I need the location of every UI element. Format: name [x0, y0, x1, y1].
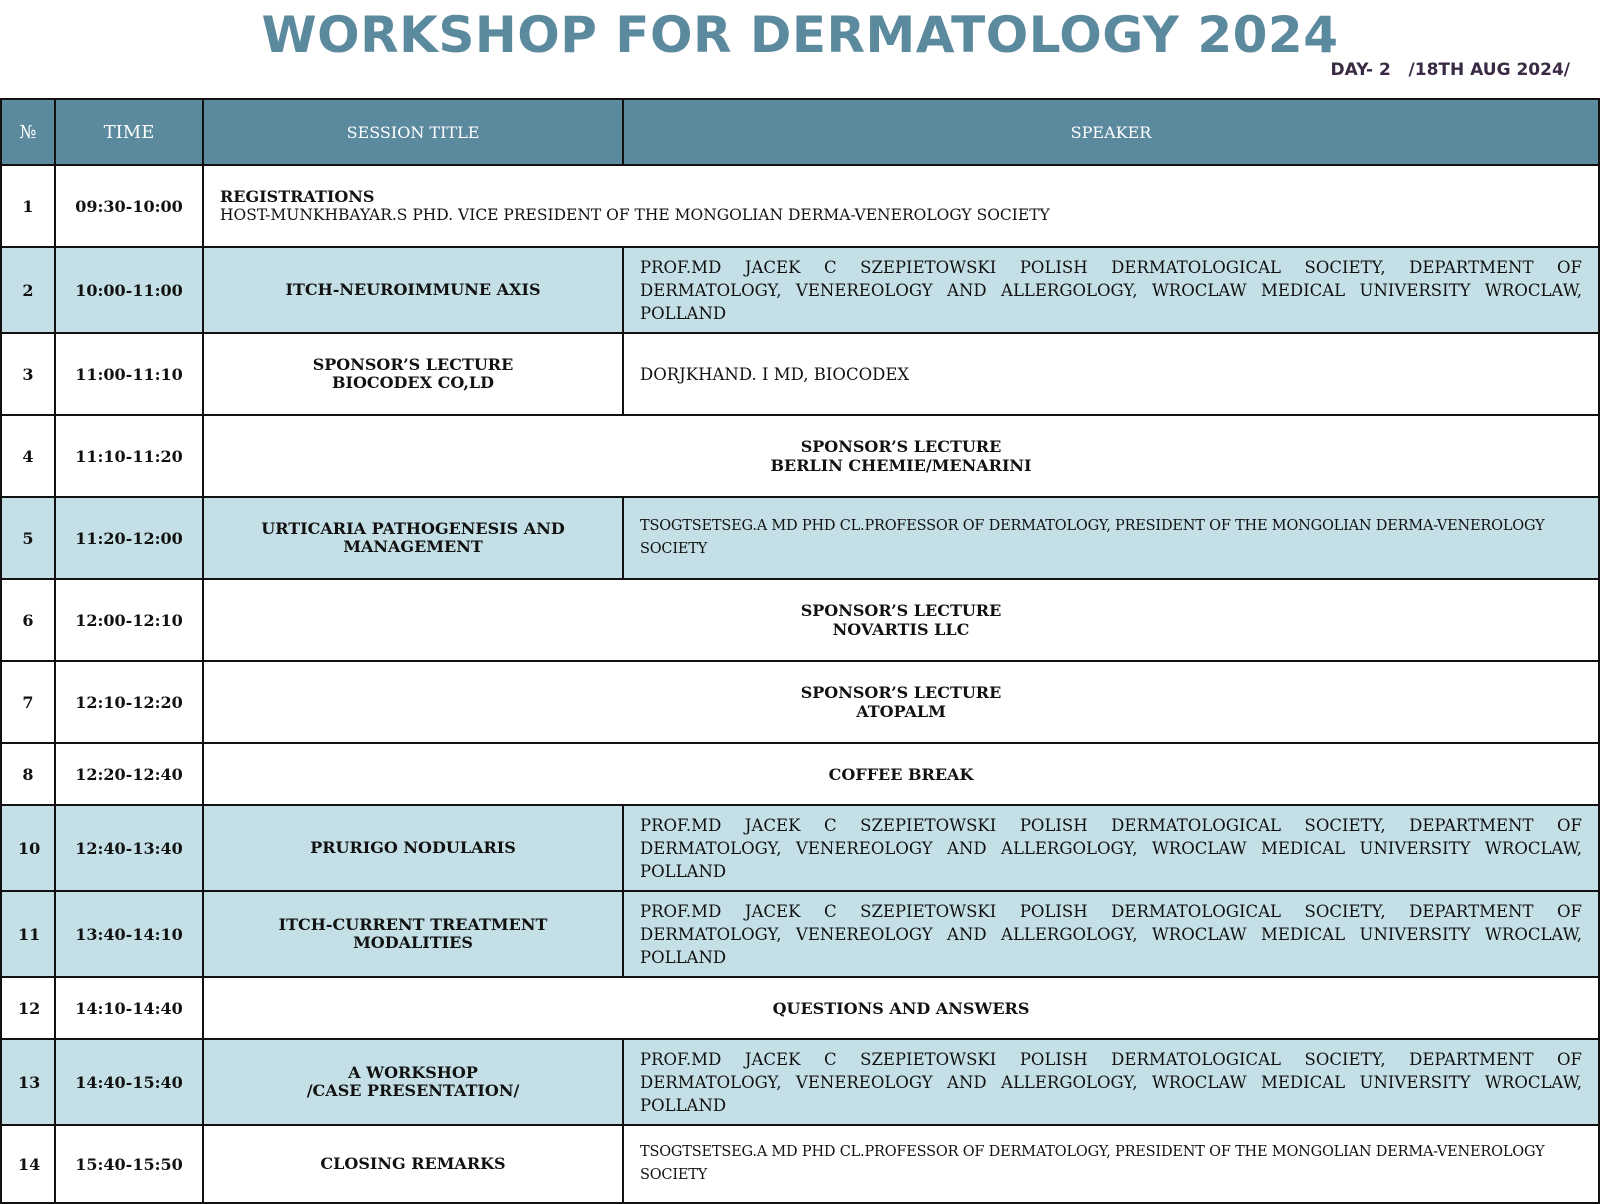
session-title-line: ATOPALM	[856, 702, 946, 721]
sponsor-lecture-cell	[203, 661, 1599, 743]
session-title	[203, 1039, 623, 1125]
table-row	[1, 415, 1599, 497]
session-title-line: URTICARIA PATHOGENESIS AND	[261, 519, 565, 538]
session-title	[203, 497, 623, 579]
table-row	[1, 497, 1599, 579]
registration-cell	[203, 165, 1599, 247]
session-title-line: NOVARTIS LLC	[832, 620, 970, 639]
row-time: 11:20-12:00	[55, 497, 203, 579]
row-time: 14:40-15:40	[55, 1039, 203, 1125]
table-row	[1, 1039, 1599, 1125]
row-time: 11:10-11:20	[55, 415, 203, 497]
row-number: 7	[1, 661, 55, 743]
sponsor-lecture-cell	[203, 579, 1599, 661]
sponsor-lecture-cell	[203, 415, 1599, 497]
session-title-line: A WORKSHOP	[348, 1063, 478, 1082]
column-header-session-title: SESSION TITLE	[203, 99, 623, 165]
session-title-line: MANAGEMENT	[343, 537, 483, 556]
speaker-text: TSOGTSETSEG.A MD PHD CL.PROFESSOR OF DERMATOLOGY, PRESIDENT OF THE MONGOLIAN DERMA-VENEROLOGY SOCIETY	[623, 497, 1599, 579]
column-header-speaker: SPEAKER	[623, 99, 1599, 165]
row-number: 13	[1, 1039, 55, 1125]
speaker-text: PROF.MD JACEK C SZEPIETOWSKI POLISH DERMATOLOGICAL SOCIETY, DEPARTMENT OF DERMATOLOGY, VENEREOLOGY AND ALLERGOLOGY, WROCLAW MEDICAL UNIVERSITY WROCLAW, POLLAND	[623, 805, 1599, 891]
session-title-line: SPONSOR’S LECTURE	[800, 437, 1002, 456]
row-time: 12:00-12:10	[55, 579, 203, 661]
session-title-line: COFFEE BREAK	[828, 764, 974, 784]
speaker-text: HOST-MUNKHBAYAR.S PHD. VICE PRESIDENT OF THE MONGOLIAN DERMA-VENEROLOGY SOCIETY	[220, 206, 1050, 224]
session-title-line: SPONSOR’S LECTURE	[800, 601, 1002, 620]
speaker-text: PROF.MD JACEK C SZEPIETOWSKI POLISH DERMATOLOGICAL SOCIETY, DEPARTMENT OF DERMATOLOGY, VENEREOLOGY AND ALLERGOLOGY, WROCLAW MEDICAL UNIVERSITY WROCLAW, POLLAND	[623, 891, 1599, 977]
column-header-time: TIME	[55, 99, 203, 165]
row-time: 12:10-12:20	[55, 661, 203, 743]
session-title: REGISTRATIONS	[220, 187, 375, 206]
session-title: ITCH-NEUROIMMUNE AXIS	[203, 247, 623, 333]
speaker-text: TSOGTSETSEG.A MD PHD CL.PROFESSOR OF DERMATOLOGY, PRESIDENT OF THE MONGOLIAN DERMA-VENEROLOGY SOCIETY	[623, 1125, 1599, 1203]
row-time: 15:40-15:50	[55, 1125, 203, 1203]
row-number: 6	[1, 579, 55, 661]
schedule-table	[0, 98, 1600, 1204]
speaker-text: DORJKHAND. I MD, BIOCODEX	[623, 333, 1599, 415]
session-title-line: SPONSOR’S LECTURE	[312, 355, 514, 374]
session-title: CLOSING REMARKS	[203, 1125, 623, 1203]
row-number: 11	[1, 891, 55, 977]
session-title: PRURIGO NODULARIS	[203, 805, 623, 891]
column-header-number: №	[1, 99, 55, 165]
row-time: 10:00-11:00	[55, 247, 203, 333]
row-number: 3	[1, 333, 55, 415]
table-row	[1, 333, 1599, 415]
table-row	[1, 805, 1599, 891]
session-title-line: SPONSOR’S LECTURE	[800, 683, 1002, 702]
row-time: 12:40-13:40	[55, 805, 203, 891]
speaker-text: PROF.MD JACEK C SZEPIETOWSKI POLISH DERMATOLOGICAL SOCIETY, DEPARTMENT OF DERMATOLOGY, VENEREOLOGY AND ALLERGOLOGY, WROCLAW MEDICAL UNIVERSITY WROCLAW, POLLAND	[623, 247, 1599, 333]
row-time: 11:00-11:10	[55, 333, 203, 415]
session-title-line: /CASE PRESENTATION/	[306, 1081, 520, 1100]
session-title	[203, 333, 623, 415]
row-number: 14	[1, 1125, 55, 1203]
row-number: 1	[1, 165, 55, 247]
questions-cell	[203, 977, 1599, 1039]
table-row	[1, 579, 1599, 661]
row-number: 5	[1, 497, 55, 579]
table-row	[1, 661, 1599, 743]
table-row	[1, 743, 1599, 805]
row-number: 8	[1, 743, 55, 805]
page-title: WORKSHOP FOR DERMATOLOGY 2024	[261, 6, 1339, 64]
speaker-text: PROF.MD JACEK C SZEPIETOWSKI POLISH DERMATOLOGICAL SOCIETY, DEPARTMENT OF DERMATOLOGY, VENEREOLOGY AND ALLERGOLOGY, WROCLAW MEDICAL UNIVERSITY WROCLAW, POLLAND	[623, 1039, 1599, 1125]
row-number: 2	[1, 247, 55, 333]
row-time: 12:20-12:40	[55, 743, 203, 805]
row-time: 14:10-14:40	[55, 977, 203, 1039]
session-title: ITCH-CURRENT TREATMENT MODALITIES	[203, 891, 623, 977]
day-date-label: DAY- 2 /18TH AUG 2024/	[1330, 60, 1570, 80]
session-title-line: QUESTIONS AND ANSWERS	[772, 998, 1030, 1018]
table-row	[1, 977, 1599, 1039]
table-header-row	[1, 99, 1599, 165]
table-row	[1, 1125, 1599, 1203]
row-time: 13:40-14:10	[55, 891, 203, 977]
session-title-line: BERLIN CHEMIE/MENARINI	[770, 456, 1032, 475]
row-time: 09:30-10:00	[55, 165, 203, 247]
table-row	[1, 165, 1599, 247]
session-title-line: BIOCODEX CO,LD	[331, 373, 495, 392]
coffee-break-cell	[203, 743, 1599, 805]
row-number: 4	[1, 415, 55, 497]
table-row	[1, 891, 1599, 977]
table-row	[1, 247, 1599, 333]
row-number: 10	[1, 805, 55, 891]
row-number: 12	[1, 977, 55, 1039]
